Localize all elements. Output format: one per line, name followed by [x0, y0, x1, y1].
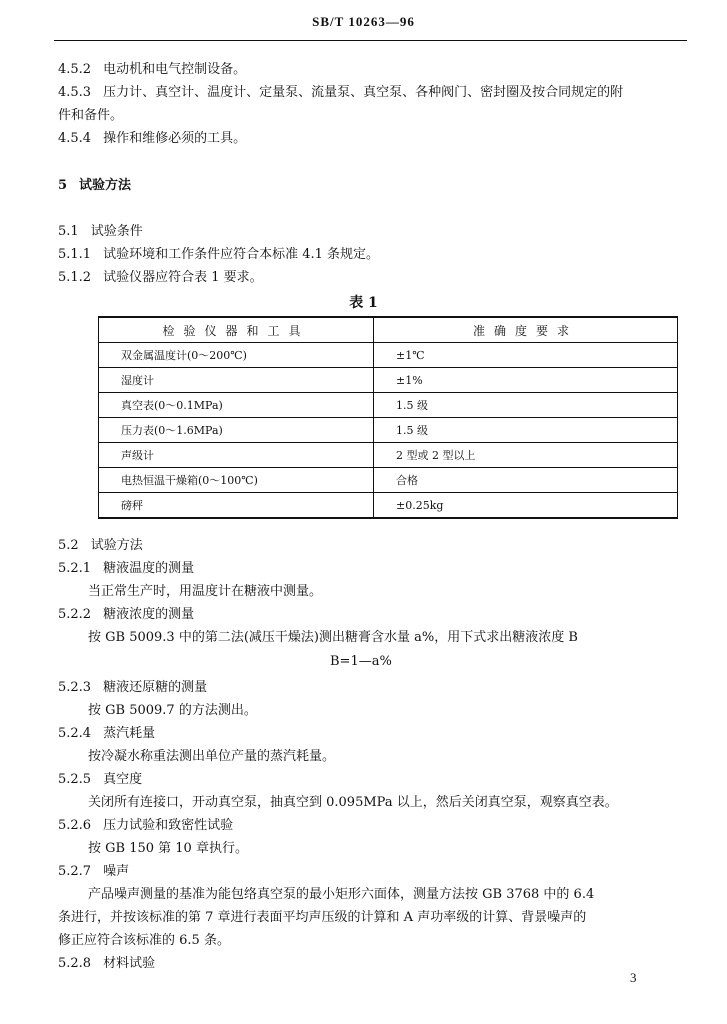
- clause-text: 压力试验和致密性试验: [103, 818, 234, 833]
- instrument-cell: 磅秤: [99, 493, 374, 519]
- clause-text: 糖液浓度的测量: [103, 607, 195, 622]
- table-caption: 表 1: [349, 295, 378, 311]
- clause-text: 条进行，并按该标准的第 7 章进行表面平均声压级的计算和 A 声功率级的计算、背景噪声的: [58, 910, 587, 925]
- clause-5-2-5: [58, 770, 142, 790]
- clause-text: 修正应符合该标准的 6.5 条。: [58, 933, 230, 948]
- clause-number: 5.2.2: [58, 607, 92, 622]
- clause-text: 压力计、真空计、温度计、定量泵、流量泵、真空泵、各种阀门、密封圈及按合同规定的附: [103, 85, 624, 100]
- header-rule: [54, 40, 687, 41]
- header-accuracy: 准确度要求: [374, 317, 678, 343]
- clause-4-5-3-continued: [58, 106, 123, 126]
- clause-text: 按 GB 150 第 10 章执行。: [88, 841, 248, 856]
- clause-5-2-4: [58, 724, 155, 744]
- clause-5-2: [58, 536, 143, 556]
- clause-5-2-6-body: [88, 839, 248, 859]
- clause-number: 5.1.1: [58, 247, 92, 262]
- clause-text: 电动机和电气控制设备。: [103, 62, 247, 77]
- clause-4-5-2: [58, 60, 246, 80]
- formula-text: B=1—a%: [330, 654, 392, 669]
- clause-number: 5.1.2: [58, 270, 92, 285]
- accuracy-cell: 1.5 级: [374, 393, 678, 418]
- clause-number: 5.2.5: [58, 772, 92, 787]
- clause-number: 5.1: [58, 224, 79, 239]
- instrument-table: [98, 316, 678, 519]
- section-number: 5: [58, 178, 68, 193]
- clause-5-2-3-body: [88, 701, 257, 721]
- clause-text: 糖液还原糖的测量: [103, 680, 208, 695]
- accuracy-cell: ±1%: [374, 368, 678, 393]
- clause-5-2-5-body: [88, 793, 618, 813]
- header-instruments: 检验仪器和工具: [99, 317, 374, 343]
- table-row: [99, 393, 678, 418]
- clause-number: 5.2.6: [58, 818, 92, 833]
- clause-5-2-4-body: [88, 747, 335, 767]
- clause-number: 4.5.2: [58, 62, 92, 77]
- concentration-formula: [330, 652, 392, 672]
- table-header-row: [99, 317, 678, 343]
- accuracy-cell: 1.5 级: [374, 418, 678, 443]
- clause-5-1-1: [58, 245, 379, 265]
- table-row: [99, 418, 678, 443]
- instrument-cell: 真空表(0～0.1MPa): [99, 393, 374, 418]
- clause-5-2-3: [58, 678, 207, 698]
- table-row: [99, 468, 678, 493]
- clause-text: 按 GB 5009.3 中的第二法(减压干燥法)测出糖膏含水量 a%，用下式求出糖液浓度 B: [88, 630, 578, 645]
- clause-text: 按冷凝水称重法测出单位产量的蒸汽耗量。: [88, 749, 336, 764]
- clause-5-1: [58, 222, 143, 242]
- instrument-cell: 双金属温度计(0～200℃): [99, 343, 374, 368]
- clause-text: 试验方法: [90, 538, 143, 553]
- table-row: [99, 443, 678, 468]
- clause-text: 产品噪声测量的基准为能包络真空泵的最小矩形六面体，测量方法按 GB 3768 中的 6.4: [88, 887, 595, 902]
- clause-number: 5.2: [58, 538, 79, 553]
- table-row: [99, 368, 678, 393]
- clause-text: 真空度: [103, 772, 143, 787]
- clause-5-2-2: [58, 605, 194, 625]
- accuracy-cell: ±0.25kg: [374, 493, 678, 519]
- clause-text: 试验条件: [90, 224, 143, 239]
- clause-5-2-6: [58, 816, 233, 836]
- accuracy-cell: 合格: [374, 468, 678, 493]
- clause-text: 噪声: [103, 864, 130, 879]
- clause-number: 5.2.4: [58, 726, 92, 741]
- clause-text: 蒸汽耗量: [103, 726, 156, 741]
- clause-5-1-2: [58, 268, 263, 288]
- accuracy-cell: ±1℃: [374, 343, 678, 368]
- clause-text: 试验仪器应符合表 1 要求。: [103, 270, 263, 285]
- clause-number: 4.5.4: [58, 131, 92, 146]
- table-row: [99, 493, 678, 519]
- clause-number: 5.2.8: [58, 956, 92, 971]
- instrument-cell: 压力表(0～1.6MPa): [99, 418, 374, 443]
- clause-text: 当正常生产时，用温度计在糖液中测量。: [88, 584, 323, 599]
- clause-5-2-1-body: [88, 582, 322, 602]
- page-number: 3: [630, 970, 637, 985]
- clause-5-2-7-body-2: [58, 908, 586, 928]
- clause-5-2-1: [58, 559, 194, 579]
- instrument-cell: 湿度计: [99, 368, 374, 393]
- clause-5-2-7-body-1: [88, 885, 594, 905]
- clause-number: 5.2.1: [58, 561, 92, 576]
- clause-text: 糖液温度的测量: [103, 561, 195, 576]
- clause-4-5-3: [58, 83, 623, 103]
- clause-4-5-4: [58, 129, 246, 149]
- clause-5-2-2-body: [88, 628, 578, 648]
- clause-text: 关闭所有连接口，开动真空泵，抽真空到 0.095MPa 以上，然后关闭真空泵，观察真空表。: [88, 795, 618, 810]
- clause-5-2-8: [58, 954, 155, 974]
- clause-number: 5.2.3: [58, 680, 92, 695]
- standard-header: SB/T 10263—96: [312, 14, 415, 29]
- table-row: [99, 343, 678, 368]
- instrument-cell: 电热恒温干燥箱(0～100℃): [99, 468, 374, 493]
- clause-text: 件和备件。: [58, 108, 124, 123]
- section-5-heading: [58, 176, 131, 196]
- clause-number: 4.5.3: [58, 85, 92, 100]
- clause-text: 材料试验: [103, 956, 156, 971]
- clause-text: 按 GB 5009.7 的方法测出。: [88, 703, 257, 718]
- clause-5-2-7: [58, 862, 129, 882]
- accuracy-cell: 2 型或 2 型以上: [374, 443, 678, 468]
- section-title: 试验方法: [79, 178, 132, 193]
- instrument-cell: 声级计: [99, 443, 374, 468]
- clause-5-2-7-body-3: [58, 931, 230, 951]
- clause-text: 操作和维修必须的工具。: [103, 131, 247, 146]
- clause-text: 试验环境和工作条件应符合本标准 4.1 条规定。: [103, 247, 380, 262]
- clause-number: 5.2.7: [58, 864, 92, 879]
